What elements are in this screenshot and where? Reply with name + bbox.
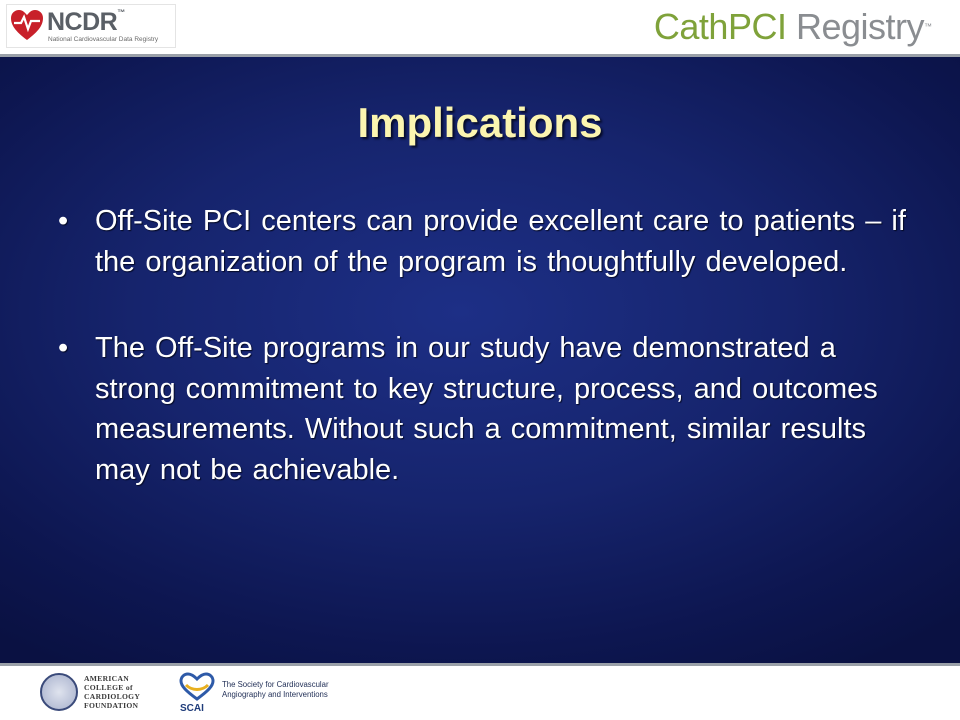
slide-body: [0, 54, 960, 666]
ncdr-name: NCDR™: [47, 8, 125, 36]
cathpci-logo-part1: CathPCI: [653, 6, 787, 47]
acc-logo-text: AMERICAN COLLEGE of CARDIOLOGY FOUNDATION: [84, 674, 141, 710]
bullet-dot: •: [58, 332, 69, 364]
slide-title: Implications: [357, 99, 603, 146]
bullet-text: The Off-Site programs in our study have demonstrated a strong commitment to key structure, process, and outcomes measurements. Without such a commitment, similar results may not be achievable.: [95, 332, 878, 486]
ncdr-logo: [6, 4, 176, 48]
scai-logo-text: The Society for Cardiovascular Angiography and Interventions: [222, 680, 329, 699]
cathpci-tm: ™: [924, 22, 932, 31]
cathpci-registry-logo: [654, 6, 924, 48]
ncdr-subtitle: National Cardiovascular Data Registry: [48, 36, 159, 43]
bullet-item: [58, 201, 908, 282]
bullet-item: [58, 328, 908, 490]
acc-seal-icon: [40, 673, 78, 711]
scai-name: SCAI: [180, 703, 204, 714]
heart-pulse-icon: [9, 7, 45, 43]
bullet-text: Off-Site PCI centers can provide excellent care to patients – if the organization of the program is thoughtfully developed.: [95, 205, 906, 278]
footer-bar: [0, 666, 960, 720]
header-bar: [0, 0, 960, 54]
bullet-dot: •: [58, 205, 69, 237]
bullet-list: [58, 201, 908, 490]
acc-foundation-logo: [40, 673, 160, 713]
cathpci-logo-part2: Registry: [786, 6, 924, 47]
scai-logo: [176, 671, 336, 715]
heart-hands-icon: [176, 671, 218, 703]
